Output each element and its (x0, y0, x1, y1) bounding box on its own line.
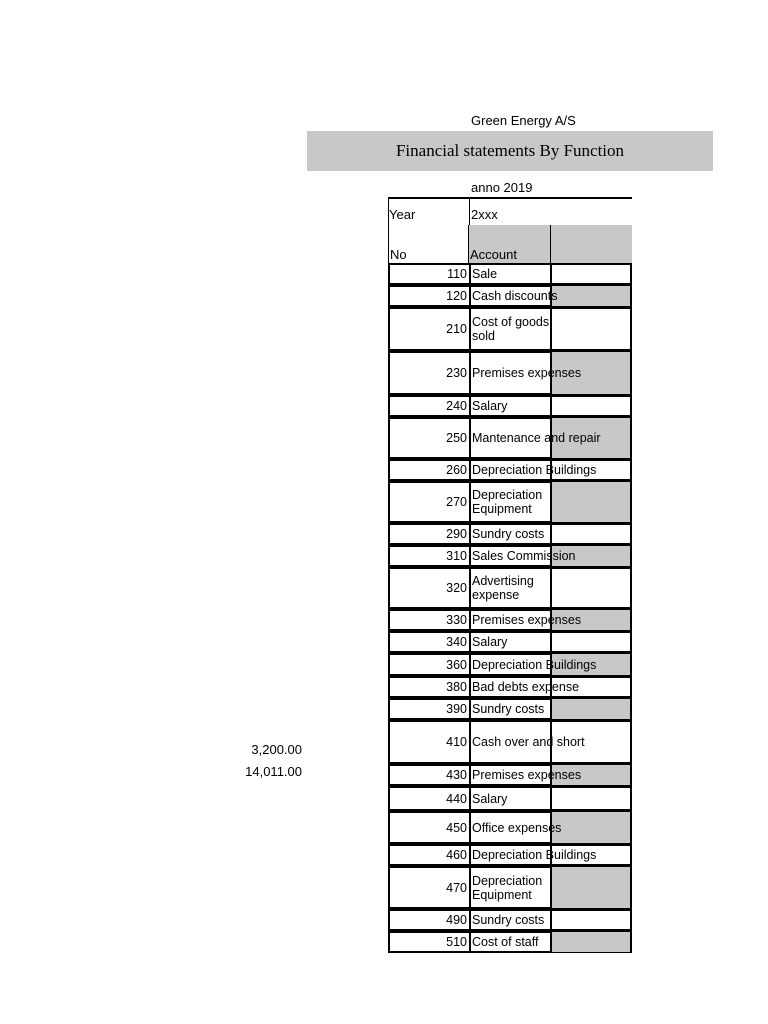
account-number: 120 (446, 289, 467, 303)
header-value-cell (551, 225, 632, 264)
account-number: 440 (446, 791, 467, 806)
no-cell (388, 631, 470, 653)
account-name: Sundry costs (472, 702, 545, 716)
account-number: 210 (446, 322, 467, 336)
account-name: Depreciation Equipment (472, 488, 543, 516)
account-name: Depreciation Equipment (472, 873, 543, 902)
table-row (388, 786, 634, 811)
year-value: 2xxx (471, 207, 498, 222)
value-cell (550, 786, 632, 811)
value-cell (550, 263, 632, 285)
no-cell (388, 285, 470, 307)
account-name: Premises expenses (472, 613, 582, 627)
account-name: Salary (472, 791, 508, 806)
table-row (388, 459, 634, 481)
no-cell (388, 653, 470, 676)
header-no: No (390, 247, 407, 262)
account-number: 330 (446, 613, 467, 627)
statement-title: Financial statements By Function (395, 141, 625, 160)
account-number: 450 (446, 820, 467, 835)
table-row (388, 523, 634, 545)
no-cell (388, 676, 470, 698)
account-number: 430 (446, 768, 467, 782)
table-row (388, 609, 634, 631)
account-number: 240 (446, 399, 467, 413)
no-cell (388, 263, 470, 285)
account-name: Sale (472, 267, 498, 281)
no-cell (388, 609, 470, 631)
account-number: 340 (446, 635, 467, 649)
year-row (388, 198, 632, 225)
account-name: Depreciation Buildings (472, 463, 597, 477)
no-cell (388, 786, 470, 811)
side-value-2: 14,011.00 (245, 764, 302, 779)
account-name: Cash over and short (472, 735, 585, 749)
no-cell (388, 764, 470, 786)
account-number: 270 (446, 495, 467, 509)
table-row (388, 481, 634, 523)
account-number: 360 (446, 657, 467, 672)
header-row (388, 225, 632, 264)
account-name: Depreciation Buildings (472, 848, 597, 862)
account-number: 230 (446, 366, 467, 380)
account-name: Premises expenses (472, 366, 582, 380)
side-value-1: 3,200.00 (251, 742, 302, 757)
account-number: 260 (446, 463, 467, 477)
no-cell (388, 545, 470, 567)
account-name: Sundry costs (472, 913, 545, 927)
year-label: Year (389, 207, 416, 222)
value-cell (550, 909, 632, 931)
table-row (388, 844, 634, 866)
account-name: Mantenance and repair (472, 431, 601, 445)
no-cell (388, 417, 470, 459)
table-row (388, 764, 634, 786)
no-cell (388, 720, 470, 764)
table-row (388, 811, 634, 844)
account-number: 290 (446, 527, 467, 541)
table-row (388, 676, 634, 698)
account-name: Office expenses (472, 820, 562, 835)
account-number: 380 (446, 680, 467, 694)
table-row (388, 567, 634, 609)
no-cell (388, 351, 470, 395)
table-row (388, 545, 634, 567)
account-number: 320 (446, 581, 467, 595)
value-cell (550, 866, 632, 909)
table-row (388, 866, 634, 909)
account-name: Bad debts expense (472, 680, 580, 694)
table-row (388, 307, 634, 351)
table-row (388, 698, 634, 720)
table-row (388, 351, 634, 395)
no-cell (388, 931, 470, 953)
no-cell (388, 698, 470, 720)
value-cell (550, 481, 632, 523)
account-number: 510 (446, 935, 467, 949)
account-name: Salary (472, 399, 508, 413)
account-name: Cost of staff (472, 935, 539, 949)
account-number: 110 (447, 267, 467, 281)
account-name: Premises expenses (472, 768, 582, 782)
anno-label: anno 2019 (471, 180, 533, 195)
account-name: Cost of goods sold (472, 315, 550, 343)
value-cell (550, 811, 632, 844)
no-cell (388, 844, 470, 866)
account-name: Salary (472, 635, 508, 649)
account-name: Advertising expense (472, 574, 534, 602)
company-name: Green Energy A/S (471, 113, 576, 128)
value-cell (550, 285, 632, 307)
no-cell (388, 459, 470, 481)
value-cell (550, 307, 632, 351)
account-name: Sundry costs (472, 527, 545, 541)
header-no-cell (388, 225, 469, 264)
no-cell (388, 307, 470, 351)
no-cell (388, 481, 470, 523)
table-row (388, 631, 634, 653)
no-cell (388, 909, 470, 931)
account-name: Cash discounts (472, 289, 558, 303)
no-cell (388, 811, 470, 844)
table-row (388, 653, 634, 676)
account-number: 390 (446, 702, 467, 716)
table-row (388, 720, 634, 764)
value-cell (550, 567, 632, 609)
value-cell (550, 395, 632, 417)
account-number: 470 (446, 880, 467, 895)
table-row (388, 931, 634, 953)
value-cell (550, 523, 632, 545)
no-cell (388, 395, 470, 417)
table-row (388, 909, 634, 931)
no-cell (388, 523, 470, 545)
account-number: 310 (446, 549, 467, 563)
table-row (388, 285, 634, 307)
account-table (388, 263, 634, 953)
value-cell (550, 931, 632, 953)
title-band (307, 131, 713, 171)
account-number: 490 (446, 913, 467, 927)
account-number: 460 (446, 848, 467, 862)
table-row (388, 395, 634, 417)
account-number: 250 (446, 431, 467, 445)
value-cell (550, 698, 632, 720)
no-cell (388, 866, 470, 909)
account-number: 410 (446, 735, 467, 749)
account-name: Depreciation Buildings (472, 657, 597, 672)
value-cell (550, 631, 632, 653)
no-cell (388, 567, 470, 609)
header-account: Account (470, 247, 517, 262)
header-account-cell (469, 225, 551, 264)
table-row (388, 263, 634, 285)
account-name: Sales Commission (472, 549, 576, 563)
table-row (388, 417, 634, 459)
